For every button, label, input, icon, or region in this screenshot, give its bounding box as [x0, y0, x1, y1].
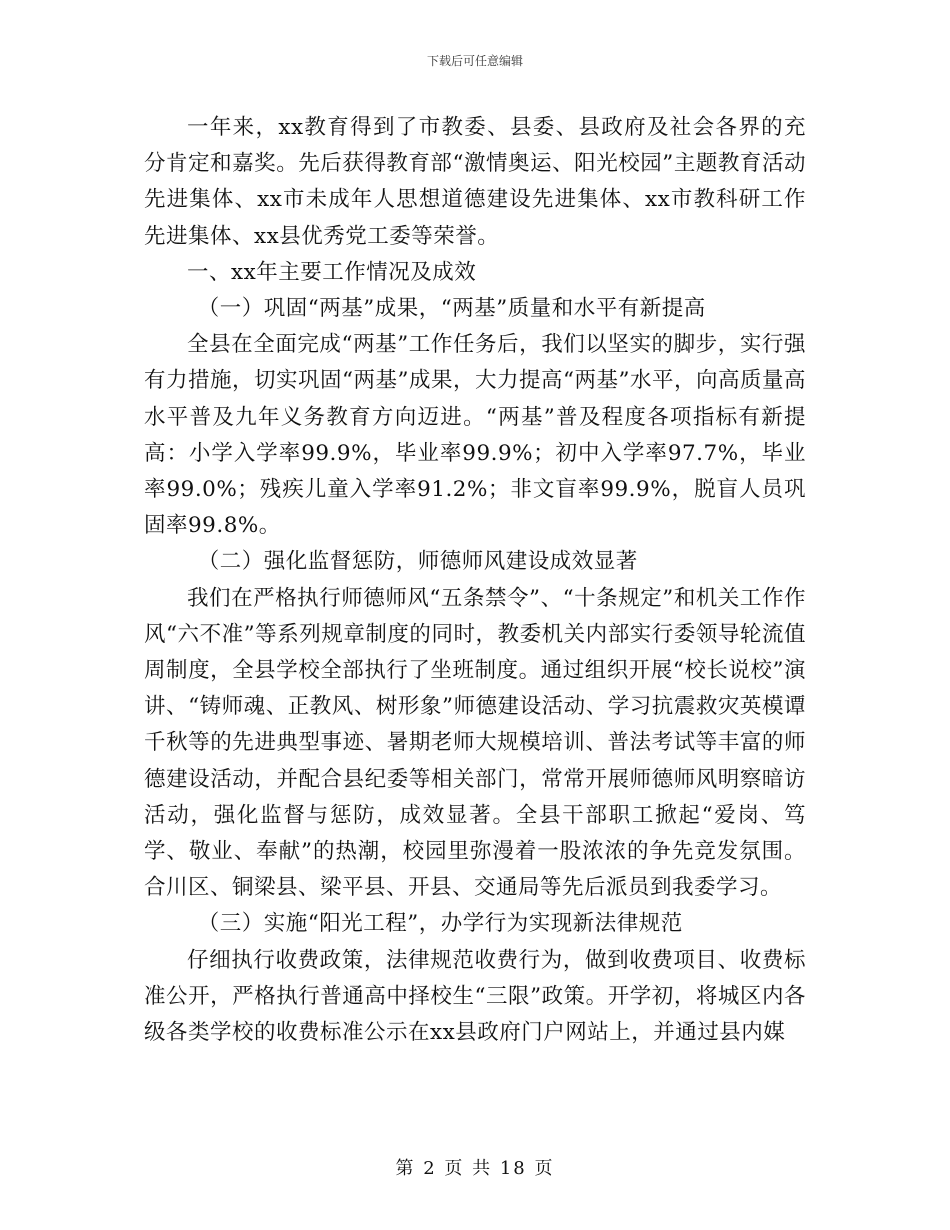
subsection-heading-1: （一）巩固“两基”成果，“两基”质量和水平有新提高: [197, 296, 706, 322]
header-text: 下载后可任意编辑: [426, 54, 523, 68]
document-body: [144, 110, 806, 1051]
page-header: [0, 52, 950, 69]
paragraph-intro: 一年来，xx教育得到了市教委、县委、县政府及社会各界的充分肯定和嘉奖。先后获得教育部“激情奥运、阳光校园”主题教育活动先进集体、xx市未成年人思想道德建设先进集体、xx市教科研工作先进集体、xx县优秀党工委等荣誉。: [144, 115, 806, 249]
paragraph-sunshine-project: 仔细执行收费政策，法律规范收费行为，做到收费项目、收费标准公开，严格执行普通高中择校生“三限”政策。开学初，将城区内各级各类学校的收费标准公示在xx县政府门户网站上，并通过县内媒: [144, 947, 806, 1046]
subsection-heading-2: （二）强化监督惩防，师德师风建设成效显著: [197, 549, 638, 575]
page-footer: [0, 1154, 950, 1180]
subsection-heading-3: （三）实施“阳光工程”，办学行为实现新法律规范: [197, 911, 683, 937]
page-number: 第 2 页 共 18 页: [395, 1158, 555, 1179]
paragraph-two-basics: 全县在全面完成“两基”工作任务后，我们以坚实的脚步，实行强有力措施，切实巩固“两基”成果，大力提高“两基”水平，向高质量高水平普及九年义务教育方向迈进。“两基”普及程度各项指标有新提高：小学入学率99.9%，毕业率99.9%；初中入学率97.7%，毕业率99.0%；残疾儿童入学率91.2%；非文盲率99.9%，脱盲人员巩固率99.8%。: [144, 332, 806, 539]
paragraph-teacher-ethics: 我们在严格执行师德师风“五条禁令”、“十条规定”和机关工作作风“六不准”等系列规章制度的同时，教委机关内部实行委领导轮流值周制度，全县学校全部执行了坐班制度。通过组织开展“校长说校”演讲、“铸师魂、正教风、树形象”师德建设活动、学习抗震救灾英模谭千秋等的先进典型事迹、暑期老师大规模培训、普法考试等丰富的师德建设活动，并配合县纪委等相关部门，常常开展师德师风明察暗访活动，强化监督与惩防，成效显著。全县干部职工掀起“爱岗、笃学、敬业、奉献”的热潮，校园里弥漫着一股浓浓的争先竞发氛围。合川区、铜梁县、梁平县、开县、交通局等先后派员到我委学习。: [144, 585, 806, 901]
section-heading-1: 一、xx年主要工作情况及成效: [187, 259, 477, 285]
